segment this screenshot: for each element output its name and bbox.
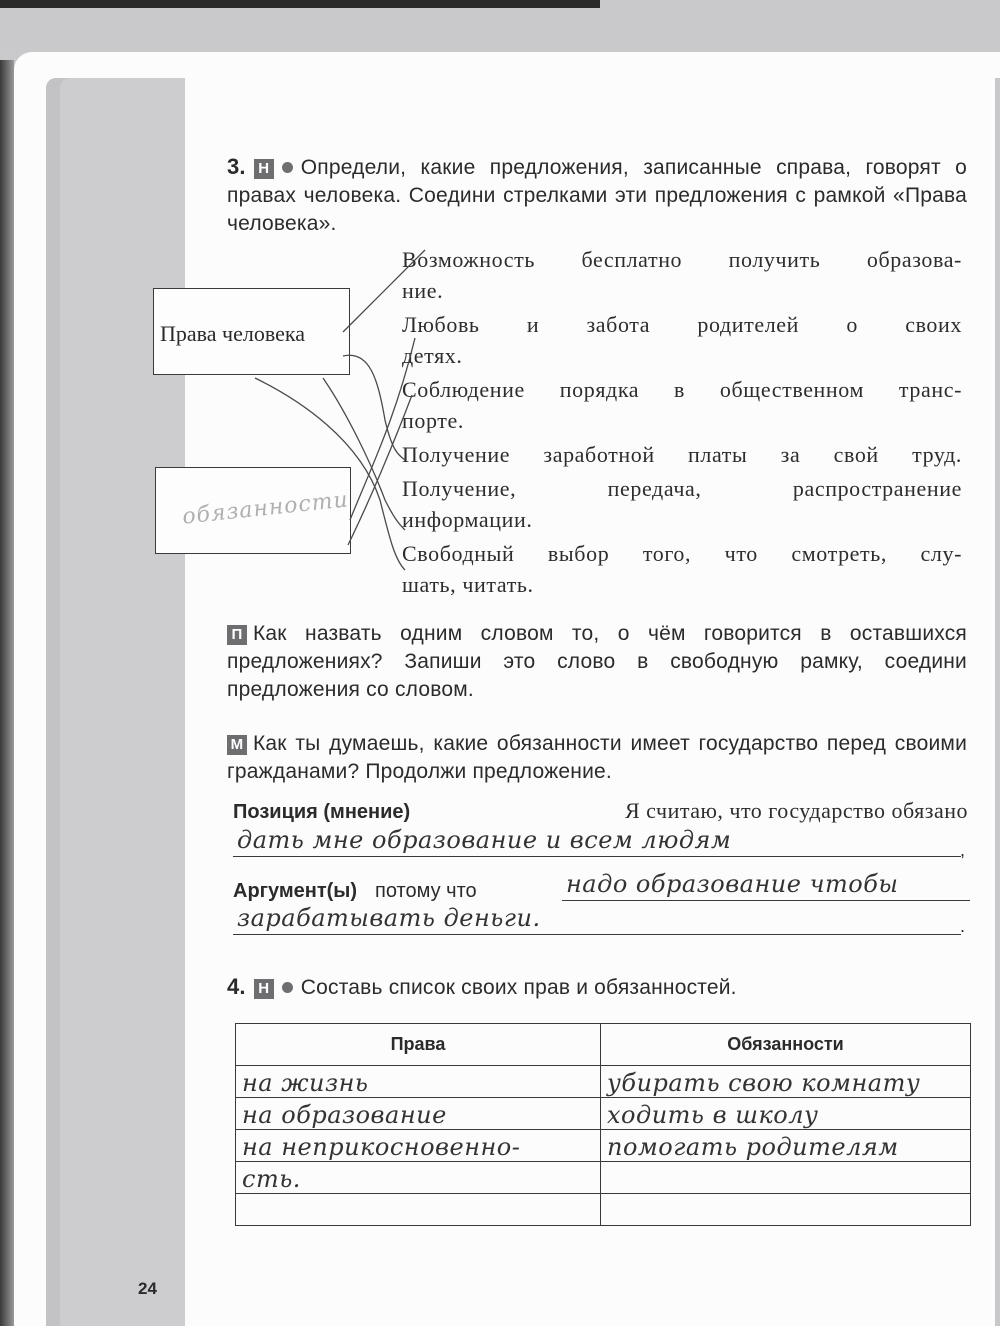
sentence-1-line-1: Возможность бесплатно получить образова-	[402, 247, 962, 272]
task-4-text: Составь список своих прав и обязанностей.	[300, 976, 737, 999]
argument-answer-line-1: надо образование чтобы	[566, 870, 899, 898]
duties-cell-text: убирать свою комнату	[607, 1069, 921, 1097]
sentence-3-line-2: порте.	[402, 408, 464, 433]
subtask-p-text: Как назвать одним словом то, о чём говорится в оставшихся предложениях? Запиши это слово в свободную рамку, соедини предложения со словом.	[227, 622, 967, 701]
table-row	[236, 1098, 971, 1130]
position-prompt: Я считаю, что государство обязано	[625, 798, 968, 823]
task-3-subtask-p	[227, 620, 967, 704]
argument-answer-field-2[interactable]	[233, 900, 961, 935]
sentence-6-line-1: Свободный выбор того, что смотреть, слу-	[402, 541, 962, 566]
rights-cell-text: на неприкосновенно-	[242, 1133, 521, 1161]
connector-duties-to-transport	[348, 395, 412, 545]
position-row	[233, 798, 968, 824]
sentence-5-line-1: Получение, передача, распространение	[402, 476, 962, 501]
column-header-duties: Обязанности	[601, 1024, 971, 1066]
sentence-5-line-2: информации.	[402, 507, 533, 532]
argument-answer-field-1[interactable]	[562, 866, 970, 901]
sentence-4-line-1: Получение заработной платы за свой труд.	[402, 442, 962, 467]
sentence-3-line-1: Соблюдение порядка в общественном транс-	[402, 377, 962, 402]
position-answer: дать мне образование и всем людям	[237, 826, 732, 854]
table-row	[236, 1162, 971, 1194]
argument-answer-line-2: зарабатывать деньги.	[237, 904, 541, 932]
column-header-rights: Права	[236, 1024, 601, 1066]
duties-cell-text: ходить в школу	[607, 1101, 819, 1129]
free-frame-handwriting: обязанности	[181, 487, 350, 530]
human-rights-frame-label: Права человека	[160, 321, 305, 346]
level-badge-icon: Н	[254, 159, 274, 179]
rights-duties-table	[235, 1023, 971, 1226]
table-row	[236, 1194, 971, 1226]
connector-rights-to-information	[323, 378, 405, 530]
table-header-row	[236, 1024, 971, 1066]
duties-cell[interactable]	[601, 1162, 971, 1194]
duties-cell[interactable]	[601, 1066, 971, 1098]
task-number: 4.	[227, 974, 246, 999]
rights-cell-text: на образование	[242, 1101, 447, 1129]
task-4-instruction	[227, 973, 967, 1002]
rights-cell[interactable]	[236, 1130, 601, 1162]
level-badge-icon: Н	[254, 979, 274, 999]
duties-cell[interactable]	[601, 1130, 971, 1162]
page-number: 24	[138, 1279, 157, 1298]
argument-label: Аргумент(ы)	[233, 880, 358, 902]
position-label: Позиция (мнение)	[233, 801, 411, 823]
rights-cell[interactable]	[236, 1066, 601, 1098]
task-3-text: Определи, какие предложения, записанные справа, говорят о правах человека. Соедини стрелками эти предложения с рамкой «Права человека».	[227, 156, 967, 235]
task-number: 3.	[227, 154, 246, 179]
bullet-dot-icon	[282, 982, 293, 993]
task-3-subtask-m	[227, 730, 967, 786]
level-badge-icon: М	[227, 735, 247, 755]
duties-cell[interactable]	[601, 1194, 971, 1226]
rights-cell[interactable]	[236, 1194, 601, 1226]
argument-end-mark: .	[960, 916, 966, 936]
table-row	[236, 1130, 971, 1162]
level-badge-icon: П	[227, 625, 247, 645]
connector-rights-to-salary	[343, 355, 405, 460]
sentence-1-line-2: ние.	[402, 278, 444, 303]
duties-cell[interactable]	[601, 1098, 971, 1130]
sentence-2-line-1: Любовь и забота родителей о своих	[402, 312, 962, 337]
argument-prompt: потому что	[375, 880, 477, 902]
rights-cell[interactable]	[236, 1098, 601, 1130]
connector-rights-to-education	[343, 250, 425, 332]
rights-cell-text: на жизнь	[242, 1069, 369, 1097]
position-end-mark: ,	[960, 840, 966, 860]
position-answer-field[interactable]	[233, 822, 961, 857]
sentence-6-line-2: шать, читать.	[402, 572, 534, 597]
subtask-m-text: Как ты думаешь, какие обязанности имеет государство перед своими гражданами? Продолжи предложение.	[227, 732, 967, 783]
rights-cell[interactable]	[236, 1162, 601, 1194]
sentence-2-line-2: детях.	[402, 343, 463, 368]
rights-cell-text: сть.	[242, 1165, 301, 1193]
duties-cell-text: помогать родителям	[607, 1133, 899, 1161]
table-row	[236, 1066, 971, 1098]
